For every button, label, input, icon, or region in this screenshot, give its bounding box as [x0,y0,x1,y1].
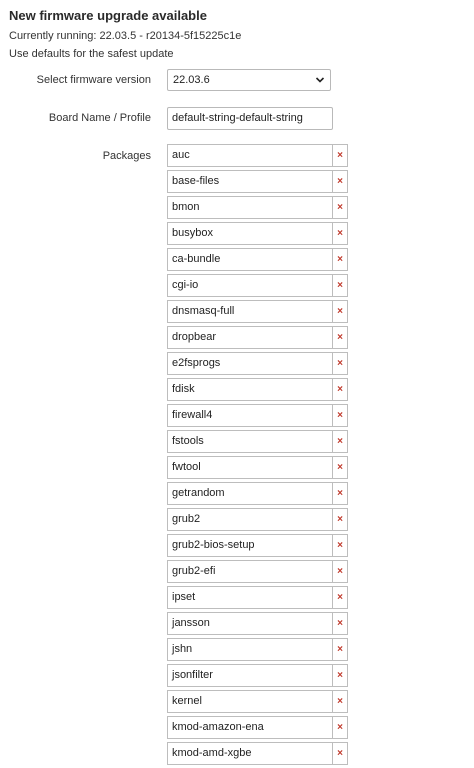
package-row [167,560,348,583]
remove-package-button[interactable]: × [332,404,348,427]
remove-package-button[interactable]: × [332,612,348,635]
package-name-input[interactable]: fdisk [167,378,333,401]
package-row [167,638,348,661]
remove-package-button[interactable]: × [332,560,348,583]
remove-package-button[interactable]: × [332,482,348,505]
remove-package-button[interactable]: × [332,222,348,245]
remove-package-button[interactable]: × [332,716,348,739]
package-row [167,300,348,323]
package-name-input[interactable]: fwtool [167,456,333,479]
chevron-down-icon [315,75,325,85]
remove-package-button[interactable]: × [332,430,348,453]
package-name-input[interactable]: ipset [167,586,333,609]
package-row [167,326,348,349]
package-row [167,352,348,375]
package-row [167,378,348,401]
remove-package-button[interactable]: × [332,196,348,219]
remove-package-button[interactable]: × [332,274,348,297]
remove-package-button[interactable]: × [332,352,348,375]
package-row [167,404,348,427]
package-name-input[interactable]: grub2-efi [167,560,333,583]
remove-package-button[interactable]: × [332,638,348,661]
package-name-input[interactable]: fstools [167,430,333,453]
safest-update-hint: Use defaults for the safest update [9,48,174,60]
package-name-input[interactable]: grub2-bios-setup [167,534,333,557]
package-name-input[interactable]: dropbear [167,326,333,349]
package-name-input[interactable]: jshn [167,638,333,661]
package-name-input[interactable]: dnsmasq-full [167,300,333,323]
package-row [167,742,348,765]
remove-package-button[interactable]: × [332,326,348,349]
package-row [167,430,348,453]
board-profile-input[interactable]: default-string-default-string [167,107,333,130]
remove-package-button[interactable]: × [332,690,348,713]
package-name-input[interactable]: kmod-amd-xgbe [167,742,333,765]
remove-package-button[interactable]: × [332,664,348,687]
package-row [167,456,348,479]
remove-package-button[interactable]: × [332,248,348,271]
remove-package-button[interactable]: × [332,144,348,167]
remove-package-button[interactable]: × [332,456,348,479]
package-row [167,274,348,297]
package-name-input[interactable]: busybox [167,222,333,245]
package-row [167,690,348,713]
package-name-input[interactable]: e2fsprogs [167,352,333,375]
remove-package-button[interactable]: × [332,378,348,401]
remove-package-button[interactable]: × [332,300,348,323]
remove-package-button[interactable]: × [332,170,348,193]
package-name-input[interactable]: firewall4 [167,404,333,427]
package-row [167,248,348,271]
firmware-version-label: Select firmware version [36,74,151,86]
board-profile-label: Board Name / Profile [48,112,151,124]
package-name-input[interactable]: kmod-amazon-ena [167,716,333,739]
firmware-version-select[interactable] [167,69,331,91]
package-row [167,508,348,531]
remove-package-button[interactable]: × [332,742,348,765]
package-name-input[interactable]: jsonfilter [167,664,333,687]
packages-list [167,144,348,768]
package-name-input[interactable]: kernel [167,690,333,713]
package-row [167,716,348,739]
package-name-input[interactable]: getrandom [167,482,333,505]
package-row [167,222,348,245]
current-version-text: Currently running: 22.03.5 - r20134-5f15225c1e [9,30,242,42]
page-title: New firmware upgrade available [9,8,207,23]
package-name-input[interactable]: auc [167,144,333,167]
remove-package-button[interactable]: × [332,534,348,557]
package-name-input[interactable]: ca-bundle [167,248,333,271]
packages-label: Packages [102,150,151,162]
package-row [167,482,348,505]
package-row [167,144,348,167]
package-name-input[interactable]: base-files [167,170,333,193]
package-row [167,196,348,219]
firmware-version-value: 22.03.6 [173,74,210,86]
remove-package-button[interactable]: × [332,586,348,609]
package-row [167,664,348,687]
remove-package-button[interactable]: × [332,508,348,531]
package-row [167,170,348,193]
package-row [167,586,348,609]
package-name-input[interactable]: jansson [167,612,333,635]
package-name-input[interactable]: bmon [167,196,333,219]
package-row [167,612,348,635]
package-row [167,534,348,557]
package-name-input[interactable]: grub2 [167,508,333,531]
package-name-input[interactable]: cgi-io [167,274,333,297]
